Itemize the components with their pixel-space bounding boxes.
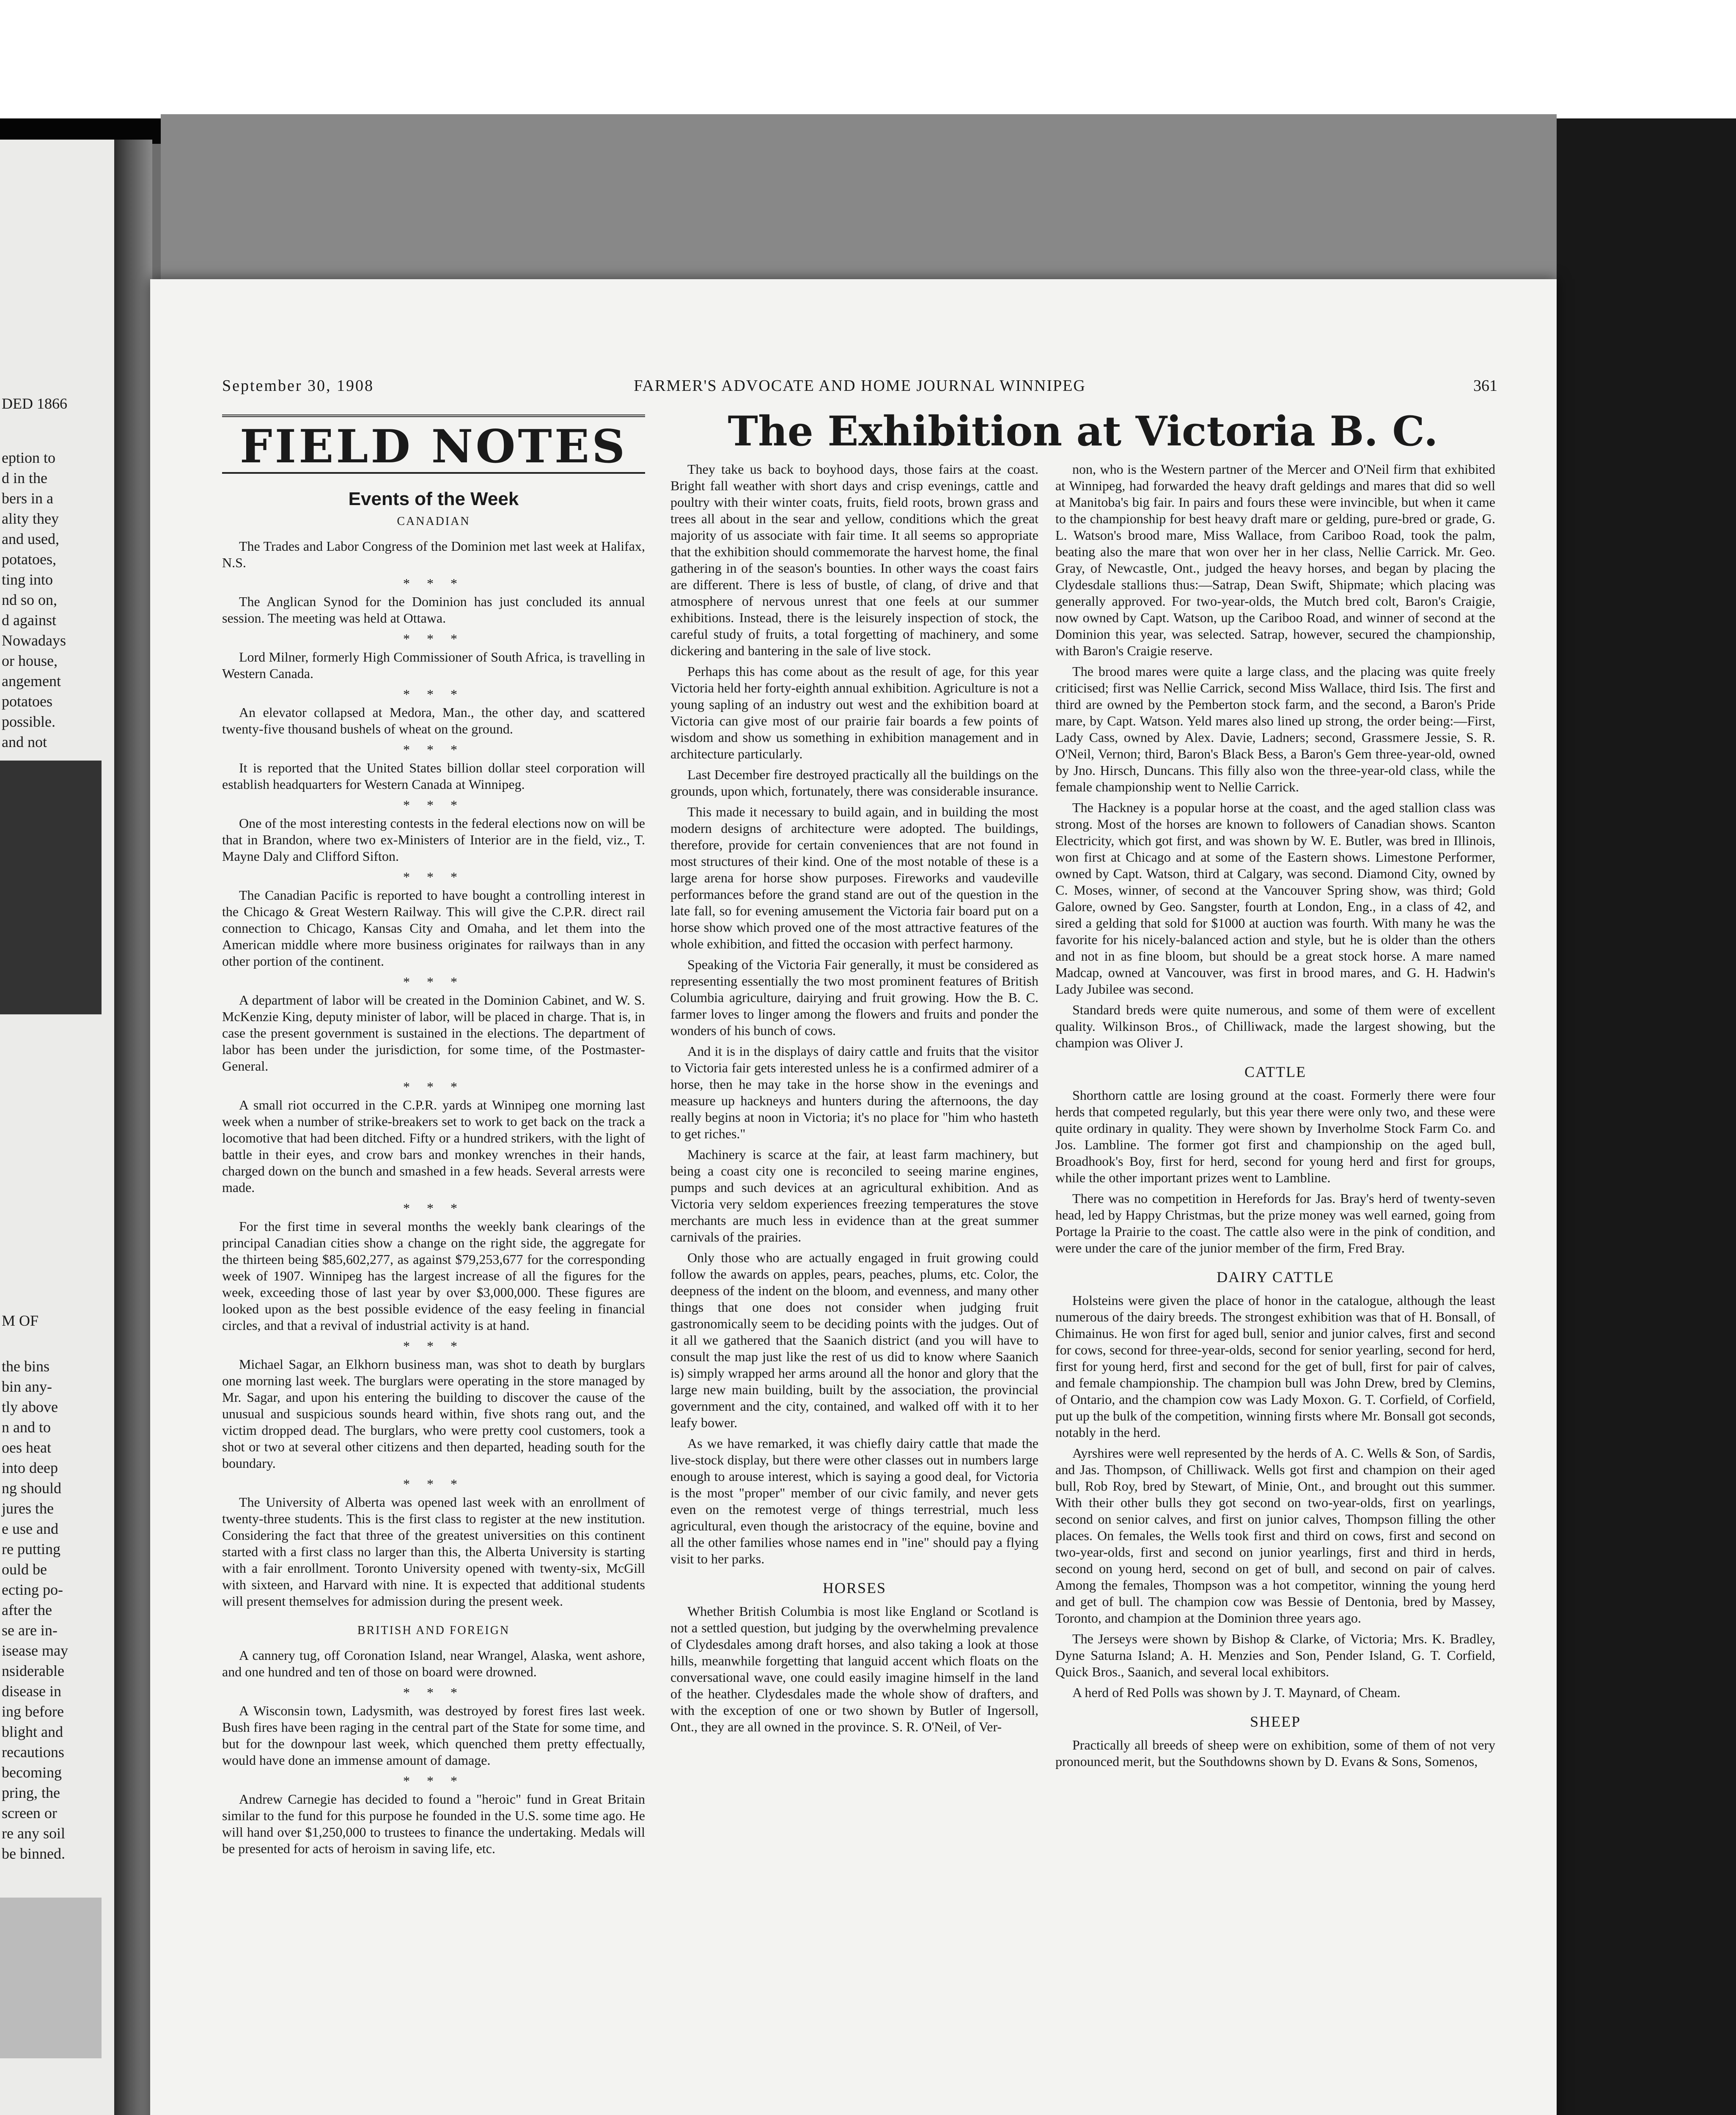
- article-paragraph: And it is in the displays of dairy cattle and fruits that the visitor to Victoria fair gets interested unless he is a confirmed admirer of a horse, then he may take in the horse show in the evenings and measure up hackneys and hunters during the afternoons, the day really begins at noon in Victoria; it's no place for "him who hasteth to get riches.": [670, 1044, 1038, 1141]
- page-top-margin: [161, 114, 1557, 292]
- article-paragraph: Ayrshires were well represented by the herds of A. C. Wells & Son, of Sardis, and Jas. Thompson, of Chilliwack. Wells got first and champion on their aged bull, Rob Roy, bred by Stewart, of Minie, Ont., and brought out this summer. With their other bulls they got second on two-year-olds, first on yearlings, second on senior calves, and first on junior calves, Thompson filling the other places. On females, the Wells took first and third on cows, first and second on two-year-olds, first and second on junior yearlings, first and third in herds, second on young herd, second on get of bull, and second on pair of calves. Among the females, Thompson was a hot competitor, winning the young herd and get of bull. The champion cow was Bessie of Dentonia, bred by Massey, Toronto, and champion at the Dominion three years ago.: [1055, 1445, 1495, 1626]
- section-separator-stars: * * *: [403, 869, 464, 884]
- left-page-text-fragment: and used,: [2, 530, 59, 547]
- left-page-text-fragment: after the: [2, 1601, 52, 1618]
- article-paragraph: The brood mares were quite a large class, and the placing was quite freely criticised; first was Nellie Carrick, second Miss Wallace, third Isis. The first and third are owned by the Pemberton stock farm, and the second, a Baron's Pride mare, by Capt. Watson. Yeld mares also lined up strong, the order being:—First, Lady Cass, owned by Alex. Davie, Ladners; second, Grassmere Jessie, S. R. O'Neil, Vernon; third, Baron's Black Bess, a Baron's Gem three-year-old, owned by Jno. Hirsch, Duncans. This filly also won the three-year-old class, while the female championship went to Nellie Carrick.: [1055, 664, 1495, 794]
- dairy-cattle-heading: DAIRY CATTLE: [1217, 1269, 1334, 1285]
- article-paragraph: A department of labor will be created in the Dominion Cabinet, and W. S. McKenzie King, deputy minister of labor, will be placed in charge. That is, in case the present government is sustained in the elections. The department of labor has been under the jurisdiction, for some time, of the Postmaster-General.: [222, 992, 645, 1074]
- exhibition-title: The Exhibition at Victoria B. C.: [728, 407, 1438, 455]
- left-page-text-fragment: tly above: [2, 1398, 58, 1415]
- left-page-text-fragment: disease in: [2, 1683, 61, 1700]
- section-separator-stars: * * *: [403, 1773, 464, 1788]
- left-page-text-fragment: potatoes: [2, 693, 52, 710]
- left-page-text-fragment: re any soil: [2, 1825, 65, 1842]
- section-separator-stars: * * *: [403, 974, 464, 989]
- left-page-text-fragment: be binned.: [2, 1845, 65, 1862]
- exhibition-column-3: [1055, 461, 1495, 1774]
- section-separator-stars: * * *: [403, 1338, 464, 1354]
- foreign-news-items: [222, 1647, 645, 1857]
- article-paragraph: Andrew Carnegie has decided to found a "heroic" fund in Great Britain similar to the fund for this purpose he founded in the U.S. some time ago. He will hand over $1,250,000 to trustees to finance the undertaking. Medals will be presented for acts of heroism in saving life, etc.: [222, 1791, 645, 1856]
- article-paragraph: A herd of Red Polls was shown by J. T. Maynard, of Cheam.: [1072, 1685, 1401, 1700]
- article-paragraph: This made it necessary to build again, and in building the most modern designs of architecture were adopted. The buildings, therefore, provide for certain conveniences that are not found in most structures of their kind. One of the most notable of these is a large arena for horse show purposes. Fireworks and vaudeville performances before the grand stand are out of the question in the late fall, so for evening amusement the Victoria fair board put on a horse show which proved one of the most attractive features of the whole exhibition, and fitted the occasion with perfect harmony.: [670, 804, 1038, 951]
- left-page-fragments-b: [0, 1356, 114, 1864]
- left-page-caption-a: M OF: [2, 1312, 39, 1329]
- horses-paragraphs: [1055, 461, 1495, 1051]
- cattle-paragraphs: [1055, 1087, 1495, 1256]
- left-page-text-fragment: ecting po-: [2, 1581, 63, 1598]
- left-page-illustration: [0, 1898, 102, 2058]
- article-paragraph: One of the most interesting contests in the federal elections now on will be that in Brandon, where two ex-Ministers of Interior are in the field, viz., T. Mayne Daly and Clifford Sifton.: [222, 816, 645, 864]
- left-page-top-label: DED 1866: [2, 395, 67, 412]
- left-page-text-fragment: ting into: [2, 571, 53, 588]
- cattle-heading: CATTLE: [1244, 1063, 1306, 1080]
- horses-heading: HORSES: [822, 1579, 887, 1596]
- section-separator-stars: * * *: [403, 576, 464, 591]
- article-paragraph: Holsteins were given the place of honor in the catalogue, although the least numerous of the dairy breeds. The strongest exhibition was that of H. Bonsall, of Chimainus. He won first for aged bull, senior and junior calves, first and second for cows, second for three-year-olds, second for senior yearling, second for herd, first for young herd, first and second for the get of bull, first for pair of calves, and female championship. The champion bull was John Drew, bred by Clemins, of Ontario, and the champion cow was Lady Moxon. G. T. Corfield, of Corfield, put up the bulk of the competition, winning firsts where Mr. Bonsall got seconds, notably in the herd.: [1055, 1293, 1495, 1440]
- article-paragraph: Last December fire destroyed practically all the buildings on the grounds, upon which, fortunately, there was considerable insurance.: [670, 767, 1038, 799]
- field-notes-title: FIELD NOTES: [222, 415, 645, 474]
- foreign-heading: BRITISH AND FOREIGN: [357, 1624, 510, 1637]
- section-separator-stars: * * *: [403, 1079, 464, 1094]
- article-paragraph: Speaking of the Victoria Fair generally, it must be considered as representing essentially the two most prominent features of British Columbia agriculture, dairying and fruit growing. How the B. C. farmer loves to linger among the flowers and fruits and ponder the wonders of his bunch of cows.: [670, 957, 1038, 1038]
- article-paragraph: As we have remarked, it was chiefly dairy cattle that made the live-stock display, but there were other classes out in numbers large enough to arouse interest, which is saying a good deal, for Victoria is the most "proper" member of our civic family, and never gets even on the remotest verge of things terrestrial, much less agricultural, even though the aristocracy of the equine, bovine and all the other families whose names end in "ine" should pay a flying visit to her parks.: [670, 1436, 1038, 1566]
- left-page-text-fragment: d in the: [2, 470, 47, 486]
- article-paragraph: Standard breds were quite numerous, and some of them were of excellent quality. Wilkinson Bros., of Chilliwack, made the largest showing, but the champion was Oliver J.: [1055, 1002, 1495, 1050]
- article-paragraph: An elevator collapsed at Medora, Man., the other day, and scattered twenty-five thousand bushels of wheat on the ground.: [222, 705, 645, 736]
- left-page-text-fragment: the bins: [2, 1358, 49, 1375]
- section-separator-stars: * * *: [403, 1200, 464, 1216]
- left-page-fragments-a: [0, 448, 114, 752]
- left-page-text-fragment: se are in-: [2, 1622, 58, 1639]
- left-page-text-fragment: re putting: [2, 1541, 60, 1557]
- article-paragraph: A small riot occurred in the C.P.R. yards at Winnipeg one morning last week when a number of strike-breakers set to work to get back on the track a locomotive that had been ditched. Fifty or a hundred strikers, with the light of battle in their eyes, and crow bars and monkey wrenches in their hands, charged down on the bunch and smashed in a few heads. Several arrests were made.: [222, 1097, 645, 1195]
- article-paragraph: The Hackney is a popular horse at the coast, and the aged stallion class was strong. Most of the horses are known to followers of Canadian shows. Scanton Electricity, which got first, and was shown by W. E. Butler, was bred in Illinois, won first at Chicago and at some of the Eastern shows. Limestone Performer, owned by Capt. Watson, third at Calgary, was second. Diamond City, owned by C. Moses, winner, of second at the Vancouver Spring show, was third; Gold Galore, owned by Geo. Sangster, fourth at London, Eng., in a class of 42, and sired a gelding that sold for $1000 at auction was fourth. With many he was the favorite for his nicely-balanced action and style, but he is older than the others and not in as fine bloom, but should be a great stock horse. A mare named Madcap, owned at Vancouver, was first in brood mares, and G. H. Hadwin's Lady Jubilee was second.: [1055, 800, 1495, 997]
- scan-background-top: [0, 0, 1736, 118]
- section-separator-stars: * * *: [403, 631, 464, 646]
- canadian-news-items: [222, 538, 645, 1610]
- section-separator-stars: * * *: [403, 1685, 464, 1700]
- article-paragraph: There was no competition in Herefords for Jas. Bray's herd of twenty-seven head, led by Happy Christmas, but the prize money was well earned, going from Portage la Prairie to the coast. The cattle also were in the pink of condition, and were under the care of the junior member of the firm, Fred Bray.: [1055, 1191, 1495, 1255]
- newspaper-page: [150, 279, 1557, 2115]
- section-separator-stars: * * *: [403, 1476, 464, 1491]
- horses-paragraph: Whether British Columbia is most like England or Scotland is not a settled question, but judging by the overwhelming prevalence of Clydesdales among draft horses, and also taking a look at those hills, meanwhile forgetting that languid accent which floats on the conversational wave, one could easily imagine himself in the land of the heather. Clydesdales made the whole show of drafters, and with the exception of one or two shown by Butler of Ingersoll, Ont., they are all owned in the province. S. R. O'Neil, of Ver-: [670, 1604, 1038, 1734]
- section-separator-stars: * * *: [403, 687, 464, 702]
- page-header: [222, 376, 1497, 402]
- left-page-photo: [0, 761, 102, 1014]
- article-paragraph: A cannery tug, off Coronation Island, near Wrangel, Alaska, went ashore, and one hundred and ten of those on board were drowned.: [222, 1648, 645, 1679]
- article-paragraph: For the first time in several months the weekly bank clearings of the principal Canadian cities show a change on the right side, the aggregate for the thirteen being $85,602,277, as against $79,253,677 for the corresponding week of 1907. Winnipeg has the largest increase of all the figures for the week, exceeding those of last year by over $3,000,000. These figures are looked upon as the best possible evidence of the easy feeling in financial circles, and that a revival of industrial activity is at hand.: [222, 1219, 645, 1333]
- left-page-text-fragment: becoming: [2, 1764, 62, 1781]
- left-page-text-fragment: and not: [2, 733, 47, 750]
- events-heading: Events of the Week: [348, 489, 519, 509]
- article-paragraph: A Wisconsin town, Ladysmith, was destroyed by forest fires last week. Bush fires have been raging in the central part of the State for some time, and but for the downpour last week, which quenched them pretty effectually, would have done an immense amount of damage.: [222, 1703, 645, 1768]
- article-paragraph: The University of Alberta was opened last week with an enrollment of twenty-three students. This is the first class to register at the new institution. Considering the fact that three of the greatest universities on this continent started with a first class no larger than this, the Alberta University is starting with a fair enrollment. Toronto University opened with twenty-six, McGill with sixteen, and Harvard with nine. It is expected that additional students will present themselves for admission during the present week.: [222, 1494, 645, 1609]
- left-page-text-fragment: d against: [2, 612, 56, 629]
- left-page-text-fragment: e use and: [2, 1520, 58, 1537]
- left-page-text-fragment: pring, the: [2, 1784, 60, 1801]
- article-paragraph: The Jerseys were shown by Bishop & Clarke, of Victoria; Mrs. K. Bradley, Dyne Saturna Island; A. H. Menzies and Son, Pender Island, G. T. Corfield, Quick Bros., Saanich, and several local exhibitors.: [1055, 1631, 1495, 1679]
- left-page-text-fragment: ality they: [2, 510, 59, 527]
- exhibition-paragraphs: [670, 461, 1038, 1567]
- dairy-cattle-paragraphs: [1055, 1292, 1495, 1701]
- article-paragraph: The Anglican Synod for the Dominion has just concluded its annual session. The meeting was held at Ottawa.: [222, 594, 645, 626]
- left-page-text-fragment: bin any-: [2, 1378, 52, 1395]
- article-paragraph: Shorthorn cattle are losing ground at the coast. Formerly there were four herds that competed regularly, but this year there were only two, and these were quite ordinary in quality. They were shown by Inverholme Stock Farm Co. and Jos. Lambline. The former got first and championship on the aged bull, Broadhook's Boy, first for herd, second for young herd and first for groups, while the other important prizes went to Lambline.: [1055, 1088, 1495, 1185]
- exhibition-column-2: [670, 461, 1038, 1739]
- field-notes-column: [222, 415, 645, 1861]
- left-page-text-fragment: oes heat: [2, 1439, 51, 1456]
- left-page-text-fragment: or house,: [2, 652, 58, 669]
- left-page-text-fragment: into deep: [2, 1459, 58, 1476]
- section-separator-stars: * * *: [403, 797, 464, 813]
- left-page-text-fragment: potatoes,: [2, 551, 56, 568]
- left-page-text-fragment: possible.: [2, 713, 56, 730]
- scan-border-right: [1557, 118, 1736, 2115]
- sheep-paragraph: Practically all breeds of sheep were on exhibition, some of them of not very pronounced merit, but the Southdowns shown by D. Evans & Sons, Somenos,: [1055, 1737, 1495, 1769]
- left-page-text-fragment: eption to: [2, 449, 55, 466]
- left-page-text-fragment: n and to: [2, 1419, 51, 1436]
- header-journal-title: FARMER'S ADVOCATE AND HOME JOURNAL WINNIPEG: [634, 377, 1086, 395]
- article-paragraph: They take us back to boyhood days, those fairs at the coast. Bright fall weather with short days and crisp evenings, cattle and poultry with their winter coats, fruits, field roots, brown grass and trees all about in the sear and yellow, conditions which the great majority of us associate with fair time. It all seems so appropriate that the exhibition should commemorate the harvest home, the final gathering in of the season's bounties. In other ways the coast fairs are different. There is less of bustle, of clang, of drive and that atmosphere of nervous unrest that one feels at our summer exhibitions. Instead, there is the leisurely inspection of stock, the careful study of fruits, a total forgetting of machinery, and some dickering and bantering in the sale of live stock.: [670, 461, 1038, 658]
- book-gutter: [114, 140, 152, 2115]
- left-page-text-fragment: screen or: [2, 1805, 57, 1821]
- header-page-number: 361: [1473, 377, 1497, 395]
- article-paragraph: Only those who are actually engaged in fruit growing could follow the awards on apples, pears, peaches, plums, etc. Color, the deepness of the indent on the bloom, and evenness, and many other things that one does not consider when judging fruit gastronomically seem to be deciding points with the judges. Out of it all we gathered that the Saanich district (and you will have to consult the map just like the rest of us did to know where Saanich is) simply wrapped her arms around all the honor and glory that the large new main building, built by the association, the provincial government and the city, contained, and walked off with it to her leafy bower.: [670, 1250, 1038, 1430]
- article-paragraph: The Trades and Labor Congress of the Dominion met last week at Halifax, N.S.: [222, 538, 645, 570]
- article-paragraph: non, who is the Western partner of the Mercer and O'Neil firm that exhibited at Winnipeg, had forwarded the heavy draft geldings and mares that did so well at Manitoba's big fair. In pairs and fours these were invincible, but when it came to the championship for best heavy draft mare or gelding, pure-bred or grade, G. L. Watson's brood mare, Miss Wallace, from Cariboo Road, took the palm, beating also the mare that won over her in her class, Nellie Carrick. Mr. Geo. Gray, of Newcastle, Ont., judged the heavy horses, and began by placing the Clydesdale stallions thus:—Satrap, Dean Swift, Shipmate; which placing was generally approved. For two-year-olds, the Mutch bred colt, Baron's Craigie, now owned by Capt. Watson, up the Cariboo Road, and winner of second at the Dominion this year, was selected. Satrap, however, secured the championship, with Baron's Craigie reserve.: [1055, 461, 1495, 658]
- article-paragraph: Lord Milner, formerly High Commissioner of South Africa, is travelling in Western Canada.: [222, 649, 645, 681]
- left-page-text-fragment: ng should: [2, 1480, 62, 1497]
- sheep-heading: SHEEP: [1250, 1713, 1301, 1730]
- left-page-text-fragment: angement: [2, 673, 61, 689]
- left-page-text-fragment: recautions: [2, 1744, 64, 1761]
- article-paragraph: Machinery is scarce at the fair, at least farm machinery, but being a coast city one is reconciled to seeing marine engines, pumps and such devices at an agricultural exhibition. And as Victoria very seldom experiences freezing temperatures the stove merchants are much less in evidence than at the great summer carnivals of the prairies.: [670, 1147, 1038, 1244]
- left-page-text-fragment: isease may: [2, 1642, 68, 1659]
- left-page-text-fragment: ould be: [2, 1561, 47, 1578]
- article-paragraph: The Canadian Pacific is reported to have bought a controlling interest in the Chicago & Great Western Railway. This will give the C.P.R. direct rail connection to Chicago, Kansas City and Omaha, and let them into the American middle where more business originates for railways than in any other portion of the continent.: [222, 887, 645, 969]
- left-page-text-fragment: bers in a: [2, 490, 53, 507]
- left-page-text-fragment: nd so on,: [2, 591, 58, 608]
- left-page-text-fragment: ing before: [2, 1703, 64, 1720]
- article-paragraph: Michael Sagar, an Elkhorn business man, was shot to death by burglars one morning last week. The burglars were operating in the store managed by Mr. Sagar, and upon his entering the building to discover the cause of the unusual and suspicious sounds heard within, five shots rang out, and the victim dropped dead. The burglars, who were pretty cool customers, took a shot or two at several other citizens and then departed, heading south for the boundary.: [222, 1357, 645, 1471]
- article-paragraph: It is reported that the United States billion dollar steel corporation will establish headquarters for Western Canada at Winnipeg.: [222, 760, 645, 792]
- section-separator-stars: * * *: [403, 742, 464, 757]
- left-page-text-fragment: Nowadays: [2, 632, 66, 649]
- left-page-text-fragment: nsiderable: [2, 1662, 64, 1679]
- canadian-heading: CANADIAN: [397, 515, 470, 528]
- left-facing-page: [0, 140, 114, 2115]
- left-page-text-fragment: blight and: [2, 1723, 63, 1740]
- article-paragraph: Perhaps this has come about as the result of age, for this year Victoria held her forty-eighth annual exhibition. Agriculture is not a young sapling of an industry out west and the exhibition board at Victoria can give most of our prairie fair boards a few points of wisdom and show us something in exhibition management and in architecture particularly.: [670, 664, 1038, 761]
- left-page-text-fragment: jures the: [2, 1500, 54, 1517]
- header-date: September 30, 1908: [222, 377, 374, 395]
